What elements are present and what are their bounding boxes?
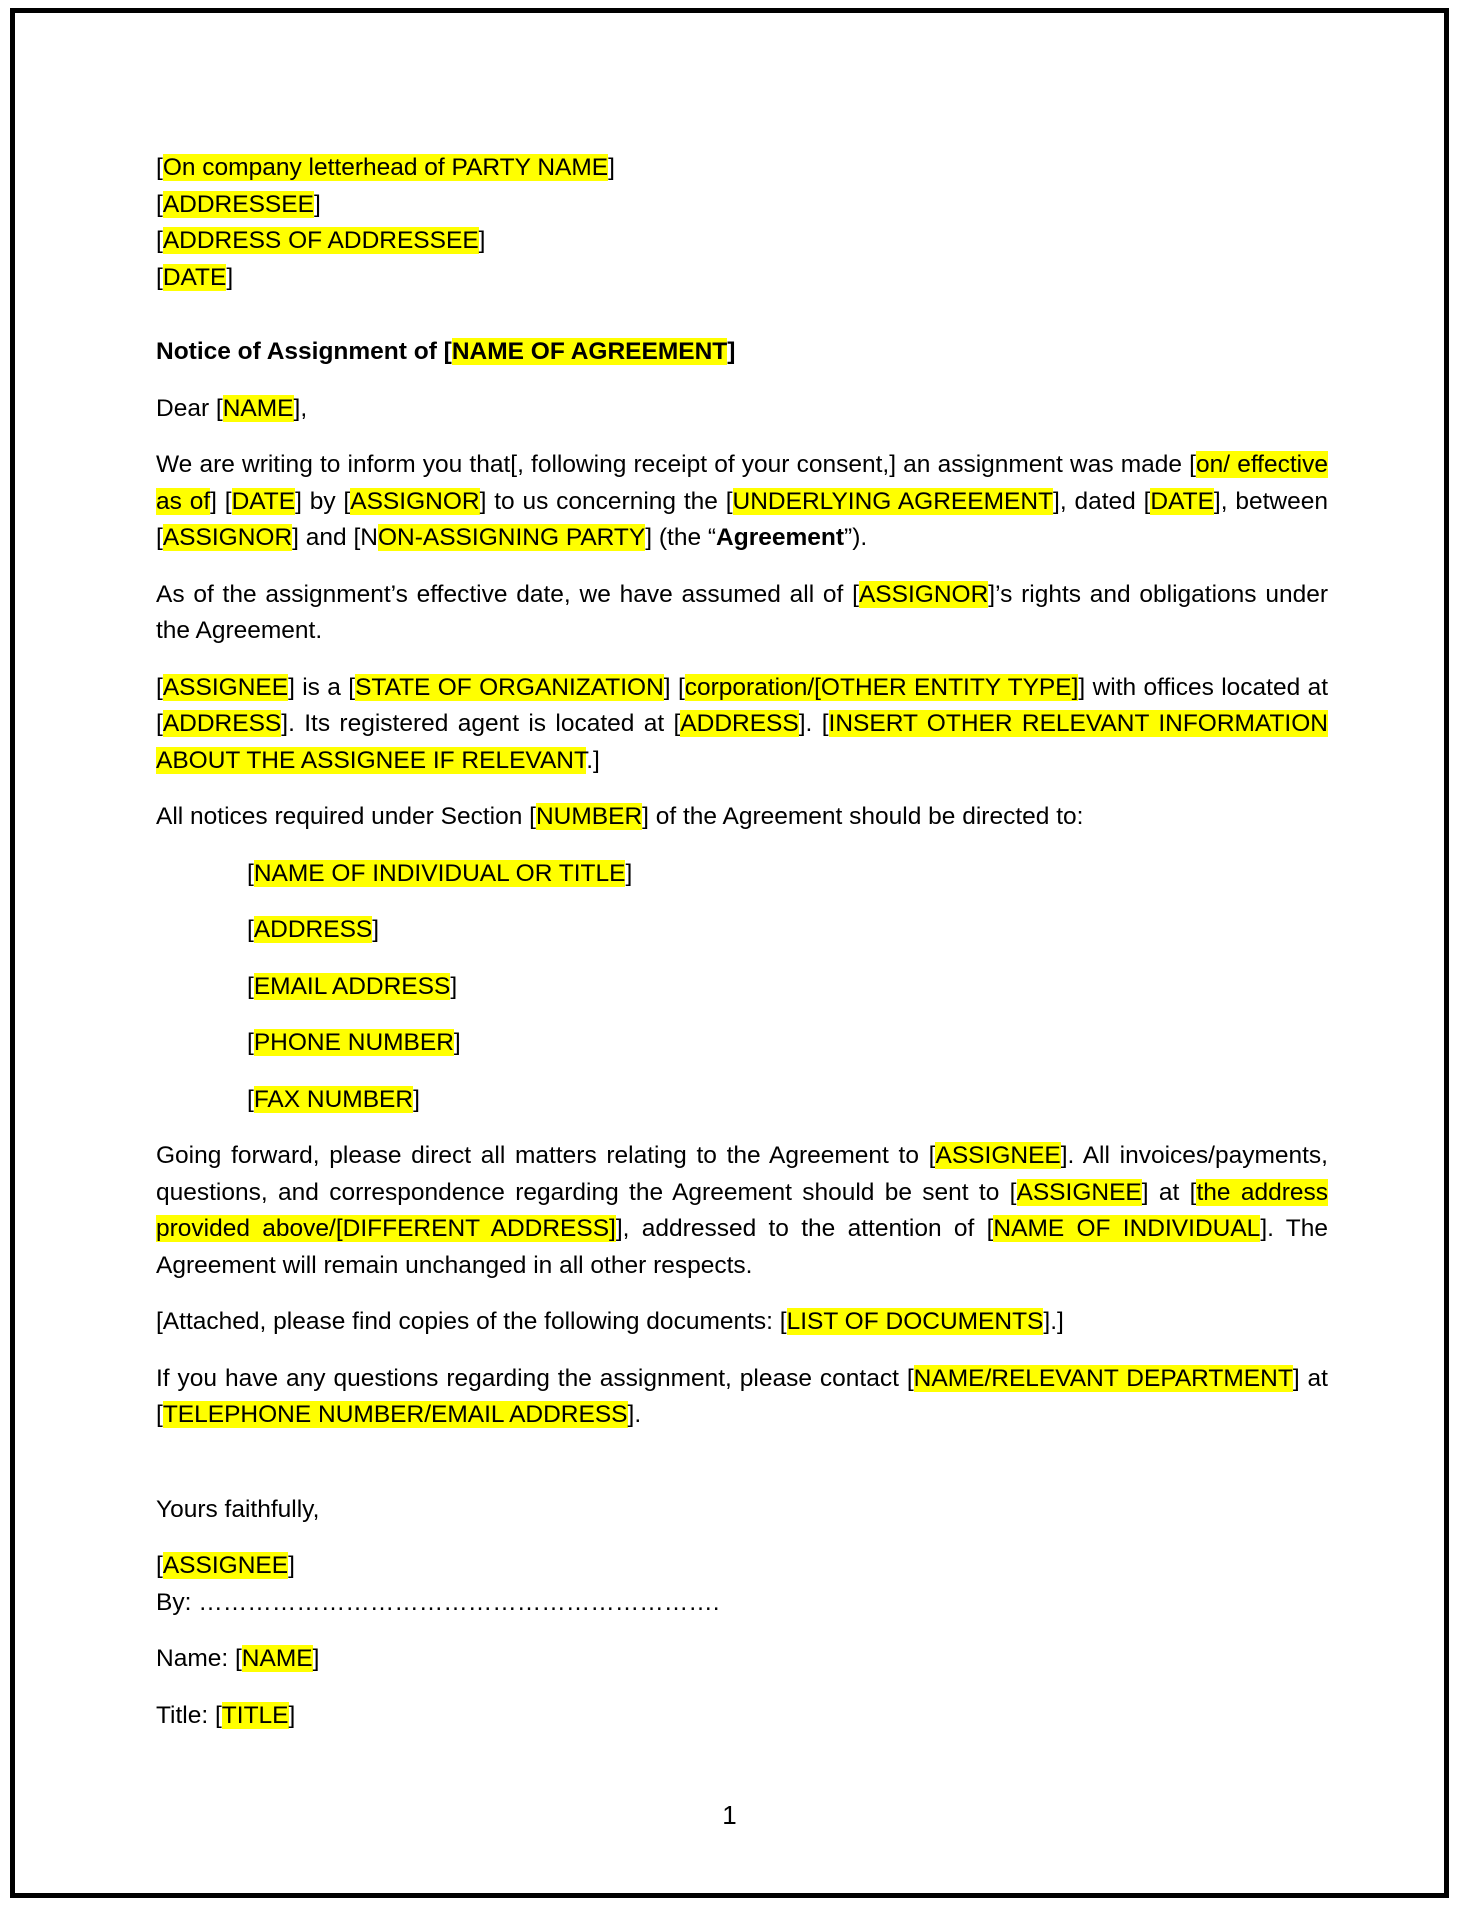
notice-address-name: [NAME OF INDIVIDUAL OR TITLE] [247,859,633,887]
paragraph-questions: If you have any questions regarding the assignment, please contact [NAME/RELEVANT DEPARTMENT] at [TELEPHONE NUMBER/EMAIL ADDRESS]. [156,1364,1328,1428]
signatory: [ASSIGNEE] [156,1552,295,1579]
date-line: [DATE] [156,263,234,291]
addressee-line: [ADDRESSEE] [156,190,321,218]
paragraph-assignment: We are writing to inform you that[, following receipt of your consent,] an assignment was made [on/ effective as of] [DATE] by [ASSIGNOR] to us concerning the [UNDERLYING AGREEMENT], dated [DATE], between [ASSIGNOR] and [NON-ASSIGNING PARTY] (the “Agreement”). [156,451,1328,551]
letter-body [156,150,1328,1754]
notice-address-email: [EMAIL ADDRESS] [247,972,458,1000]
notice-title: Notice of Assignment of [NAME OF AGREEMENT] [156,338,736,365]
notice-address-fax: [FAX NUMBER] [247,1085,420,1113]
notice-address-block [156,856,1328,1119]
notice-address-phone: [PHONE NUMBER] [247,1029,461,1056]
closing: Yours faithfully, [156,1495,320,1523]
notice-address-address: [ADDRESS] [247,916,380,943]
letterhead-block [156,150,1328,296]
paragraph-going-forward: Going forward, please direct all matters relating to the Agreement to [ASSIGNEE]. All invoices/payments, questions, and correspondence regarding the Agreement should be sent to [ASSIGNEE] at [the address provided above/[DIFFERENT ADDRESS]], addressed to the attention of [NAME OF INDIVIDUAL]. The Agreement will remain unchanged in all other respects. [156,1142,1328,1279]
paragraph-attachments: [Attached, please find copies of the following documents: [LIST OF DOCUMENTS].] [156,1308,1064,1335]
document-page [10,8,1449,1898]
title-line: Title: [TITLE] [156,1701,296,1729]
paragraph-notices: All notices required under Section [NUMBER] of the Agreement should be directed to: [156,803,1084,830]
paragraph-assignee-info: [ASSIGNEE] is a [STATE OF ORGANIZATION] [corporation/[OTHER ENTITY TYPE]] with offices located at [ADDRESS]. Its registered agent is located at [ADDRESS]. [INSERT OTHER RELEVANT INFORMATION ABOUT THE ASSIGNEE IF RELEVANT.] [156,673,1329,774]
signature-line: By: ………………………………………………………. [156,1588,720,1616]
paragraph-effective-date: As of the assignment’s effective date, we have assumed all of [ASSIGNOR]’s rights and obligations under the Agreement. [156,580,1328,644]
address-line: [ADDRESS OF ADDRESSEE] [156,227,486,254]
salutation: Dear [NAME], [156,394,308,422]
letterhead-line: [On company letterhead of PARTY NAME] [156,154,615,181]
page-number: 1 [722,1800,737,1830]
name-line: Name: [NAME] [156,1645,320,1672]
